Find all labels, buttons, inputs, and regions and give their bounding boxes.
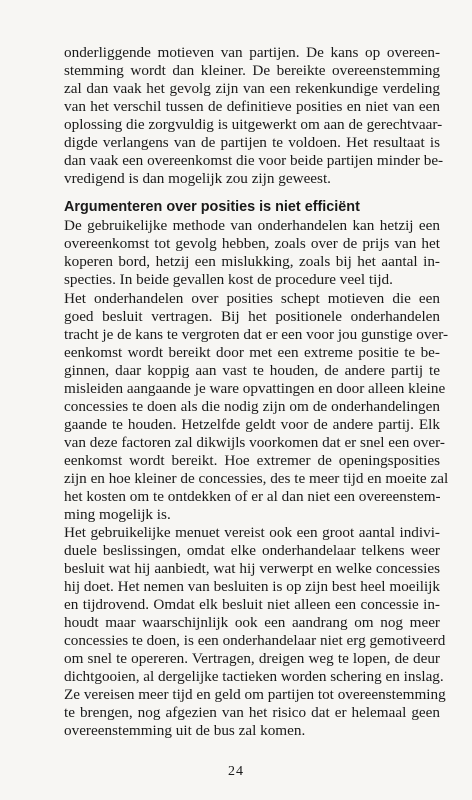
- text-line: besluit wat hij aanbiedt, wat hij verwerpt en welke concessies: [64, 560, 440, 577]
- text-line: misleiden aangaande je ware opvattingen en door alleen kleine: [64, 380, 446, 397]
- text-line: en tijdrovend. Omdat elk besluit niet alleen een concessie in-: [64, 596, 440, 613]
- text-line: eenkomst wordt bereikt. Hoe extremer de openingsposities: [64, 452, 440, 469]
- text-line: te brengen, nog afgezien van het risico dat er helemaal geen: [64, 704, 440, 721]
- text-line: eenkomst wordt bereikt door met een extreme positie te be-: [64, 344, 440, 361]
- text-line: onderliggende motieven van partijen. De kans op overeen-: [64, 44, 440, 61]
- text-line: specties. In beide gevallen kost de procedure veel tijd.: [64, 271, 393, 288]
- text-line: koperen bord, hetzij een mislukking, zoals bij het aantal in-: [64, 253, 440, 270]
- paragraph-4: [64, 524, 446, 740]
- text-line: het kosten om te ontdekken of er al dan niet een overeenstem-: [64, 488, 441, 505]
- text-line: om snel te opereren. Vertragen, dreigen weg te lopen, de deur: [64, 650, 440, 667]
- text-line: van deze factoren zal dikwijls voorkomen dat er snel een over-: [64, 434, 445, 451]
- paragraph-1: [64, 44, 444, 188]
- text-line: dichtgooien, al dergelijke tactieken worden schering en inslag.: [64, 668, 444, 685]
- paragraph-3: [64, 290, 449, 524]
- text-line: Het onderhandelen over posities schept motieven die een: [64, 290, 440, 307]
- text-line: zijn en hoe kleiner de concessies, des te meer tijd en moeite zal: [64, 470, 449, 487]
- text-line: hij doet. Het nemen van besluiten is op zijn best heel moeilijk: [64, 578, 440, 595]
- text-line: tracht je de kans te vergroten dat er een voor jou gunstige over-: [64, 326, 449, 343]
- page-number: 24: [228, 764, 244, 779]
- text-line: Het gebruikelijke menuet vereist ook een groot aantal indivi-: [64, 524, 440, 541]
- text-line: concessies te doen, is een onderhandelaar niet erg gemotiveerd: [64, 632, 446, 649]
- text-line: houdt maar waarschijnlijk ook een aandrang om nog meer: [64, 614, 440, 631]
- text-line: Ze vereisen meer tijd en geld om partijen tot overeenstemming: [64, 686, 446, 703]
- text-line: gaande te houden. Hetzelfde geldt voor de andere partij. Elk: [64, 416, 440, 433]
- text-line: stemming wordt dan kleiner. De bereikte overeenstemming: [64, 62, 440, 79]
- text-line: digde verlangens van de partijen te voldoen. Het resultaat is: [64, 134, 440, 151]
- text-line: van het verschil tussen de definitieve posities en niet van een: [64, 98, 440, 115]
- text-line: vredigend is dan mogelijk zou zijn geweest.: [64, 170, 331, 187]
- text-line: oplossing die zorgvuldig is uitgewerkt om aan de gerechtvaar-: [64, 116, 443, 133]
- text-line: overeenkomst tot gevolg hebben, zoals over de prijs van het: [64, 235, 440, 252]
- section-heading: Argumenteren over posities is niet efficiënt: [64, 199, 360, 215]
- text-line: overeenstemming uit de bus zal komen.: [64, 722, 306, 739]
- text-line: dan vaak een overeenkomst die voor beide partijen minder be-: [64, 152, 444, 169]
- text-line: ginnen, daar koppig aan vast te houden, de andere partij te: [64, 362, 440, 379]
- paragraph-2: [64, 217, 440, 289]
- text-line: zal dan vaak het gevolg zijn van een rekenkundige verdeling: [64, 80, 440, 97]
- text-line: duele beslissingen, omdat elke onderhandelaar telkens weer: [64, 542, 440, 559]
- text-line: goed besluit vertragen. Bij het positionele onderhandelen: [64, 308, 440, 325]
- text-line: concessies te doen als die nodig zijn om de onderhandelingen: [64, 398, 440, 415]
- text-line: ming mogelijk is.: [64, 506, 171, 523]
- text-line: De gebruikelijke methode van onderhandelen kan hetzij een: [64, 217, 440, 234]
